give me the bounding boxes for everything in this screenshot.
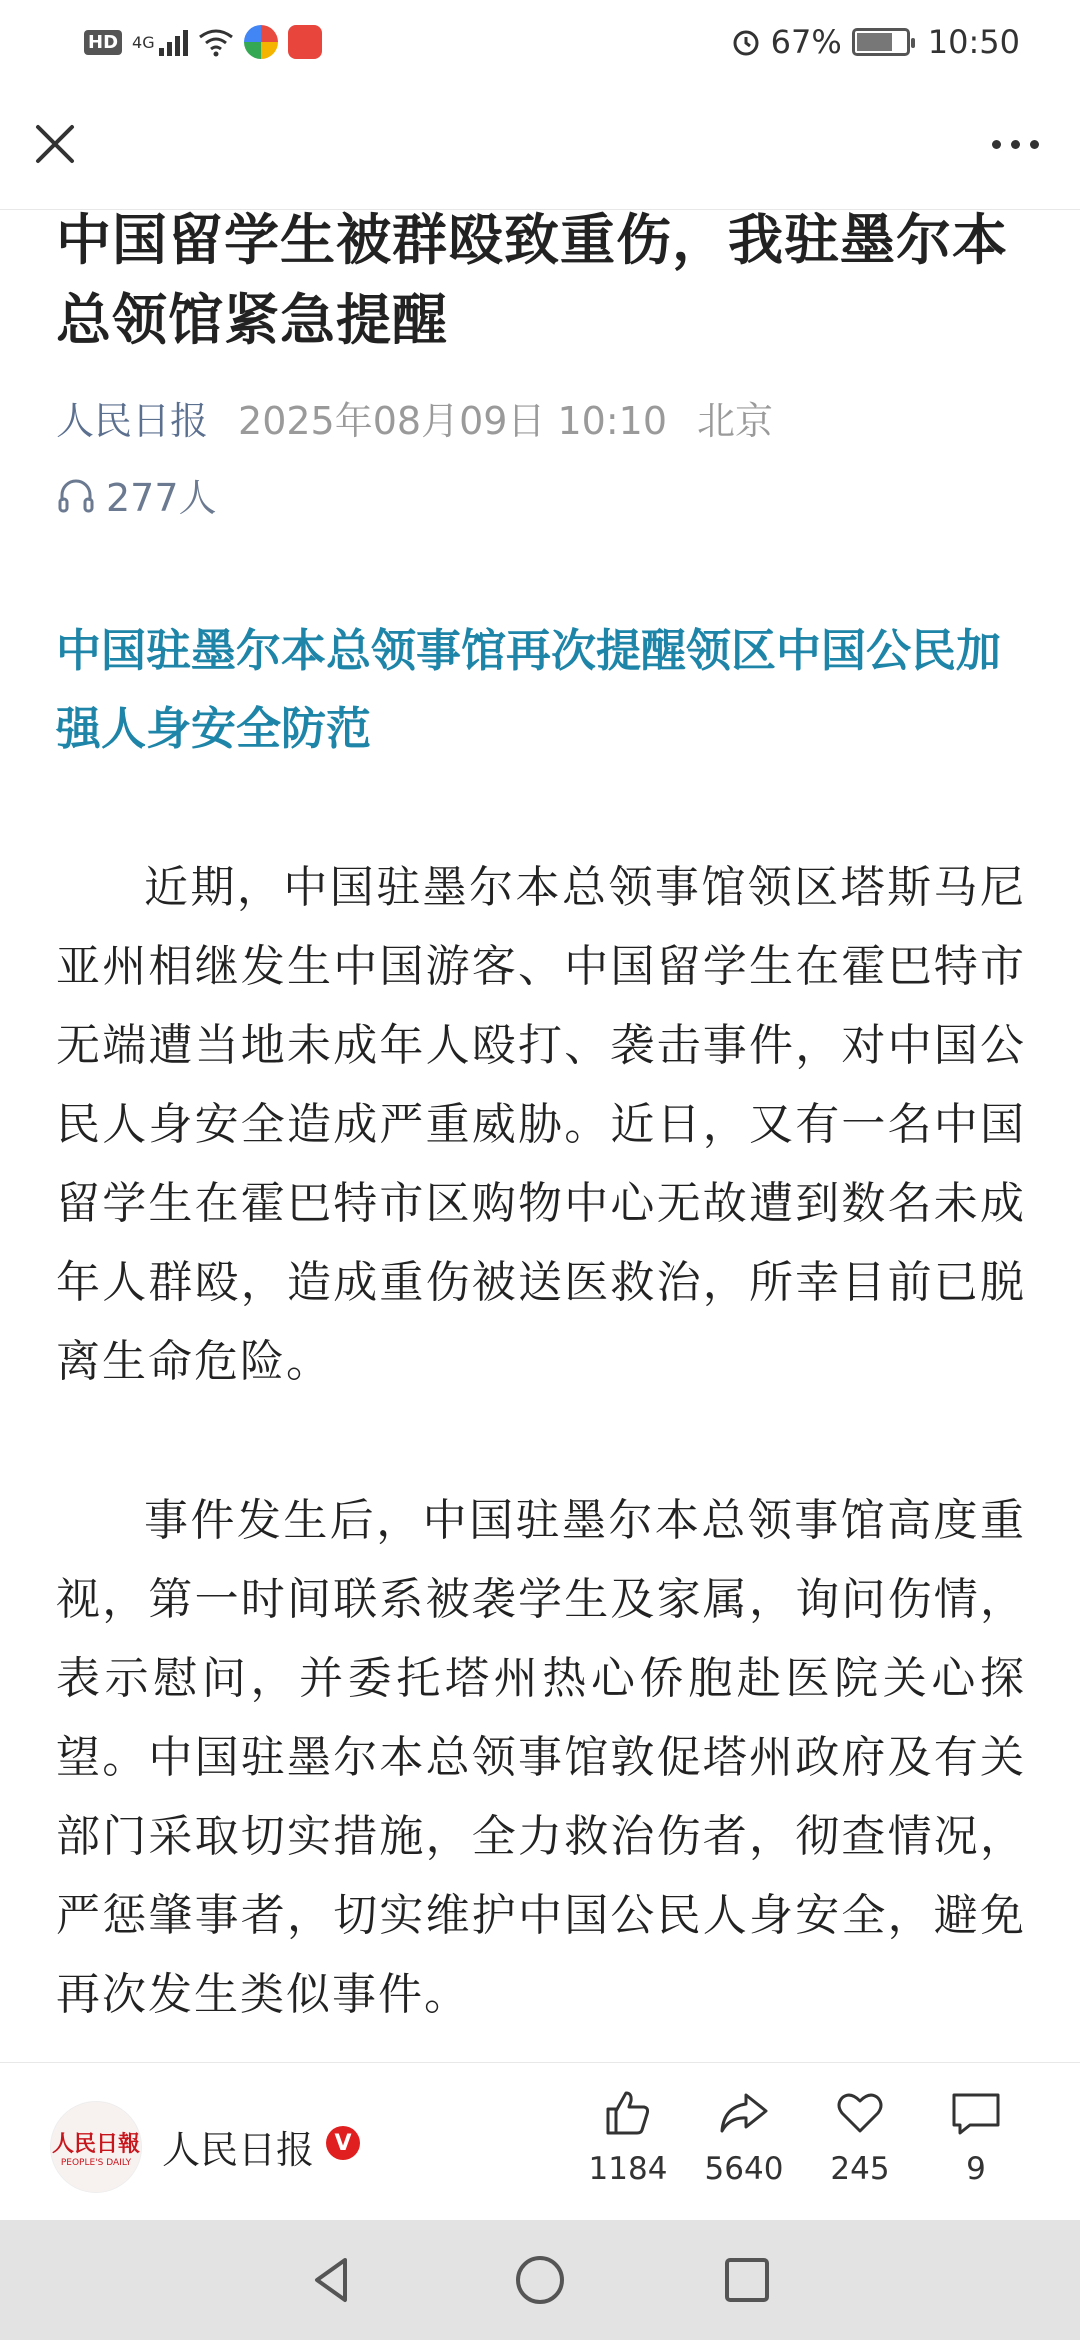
status-bar: [0, 0, 1080, 84]
article-subheading: 中国驻墨尔本总领事馆再次提醒领区中国公民加强人身安全防范: [56, 624, 1002, 755]
more-icon-dot: [1011, 140, 1020, 149]
back-triangle-icon[interactable]: [305, 2252, 361, 2308]
article: [56, 200, 1026, 2060]
more-button[interactable]: [980, 124, 1050, 164]
favorite-button[interactable]: [810, 2085, 910, 2187]
signal-icon: [159, 28, 188, 56]
like-count: 1184: [588, 2151, 668, 2187]
alarm-icon: [731, 27, 761, 57]
huawei-app-icon: [288, 25, 322, 59]
like-button[interactable]: [578, 2085, 678, 2187]
verified-badge: V: [326, 2126, 360, 2160]
heart-icon: [832, 2085, 888, 2141]
article-source[interactable]: 人民日报: [56, 399, 209, 443]
recents-square-icon[interactable]: [719, 2252, 775, 2308]
top-nav: [0, 84, 1080, 210]
app-notification-icon: [244, 25, 278, 59]
article-title: 中国留学生被群殴致重伤，我驻墨尔本总领馆紧急提醒: [56, 208, 1009, 352]
more-icon-dot: [1030, 140, 1039, 149]
article-datetime: 2025年08月09日 10:10: [238, 399, 668, 443]
thumbs-up-icon: [600, 2085, 656, 2141]
network-type: 4G: [132, 32, 155, 52]
listen-button[interactable]: [56, 467, 1026, 522]
hd-badge: HD: [84, 30, 122, 55]
article-meta: [56, 390, 1026, 445]
author-name[interactable]: 人民日报: [162, 2128, 315, 2172]
more-icon-dot: [992, 140, 1001, 149]
wifi-icon: [198, 27, 234, 57]
bottom-action-bar: [0, 2062, 1080, 2220]
home-circle-icon[interactable]: [512, 2252, 568, 2308]
comment-icon: [948, 2085, 1004, 2141]
system-nav-bar: [0, 2220, 1080, 2340]
favorite-count: 245: [830, 2151, 890, 2187]
article-location: 北京: [697, 399, 774, 443]
clock: 10:50: [927, 23, 1020, 61]
close-icon: [30, 119, 80, 169]
battery-icon: [852, 28, 910, 56]
author-avatar[interactable]: [50, 2101, 142, 2193]
status-left: [84, 25, 322, 59]
status-right: [731, 23, 1020, 61]
battery-percent: 67%: [770, 23, 842, 61]
listener-count: 277人: [106, 476, 217, 520]
author-logo-text: 人民日報: [51, 2130, 140, 2157]
author-logo-subtext: PEOPLE'S DAILY: [60, 2157, 132, 2168]
article-paragraph: 事件发生后，中国驻墨尔本总领事馆高度重视，第一时间联系被袭学生及家属，询问伤情，表示慰问，并委托塔州热心侨胞赴医院关心探望。中国驻墨尔本总领事馆敦促塔州政府及有关部门采取切实措施，全力救治伤者，彻查情况，严惩肇事者，切实维护中国公民人身安全，避免再次发生类似事件。: [56, 1495, 1026, 2020]
close-button[interactable]: [30, 119, 80, 169]
share-count: 5640: [704, 2151, 784, 2187]
share-button[interactable]: [694, 2085, 794, 2187]
share-icon: [716, 2085, 772, 2141]
comment-count: 9: [966, 2151, 986, 2187]
comment-button[interactable]: [926, 2085, 1026, 2187]
article-paragraph: 近期，中国驻墨尔本总领事馆领区塔斯马尼亚州相继发生中国游客、中国留学生在霍巴特市无端遭当地未成年人殴打、袭击事件，对中国公民人身安全造成严重威胁。近日，又有一名中国留学生在霍巴特市区购物中心无故遭到数名未成年人群殴，造成重伤被送医救治，所幸目前已脱离生命危险。: [56, 862, 1026, 1387]
headphones-icon: [56, 475, 96, 515]
